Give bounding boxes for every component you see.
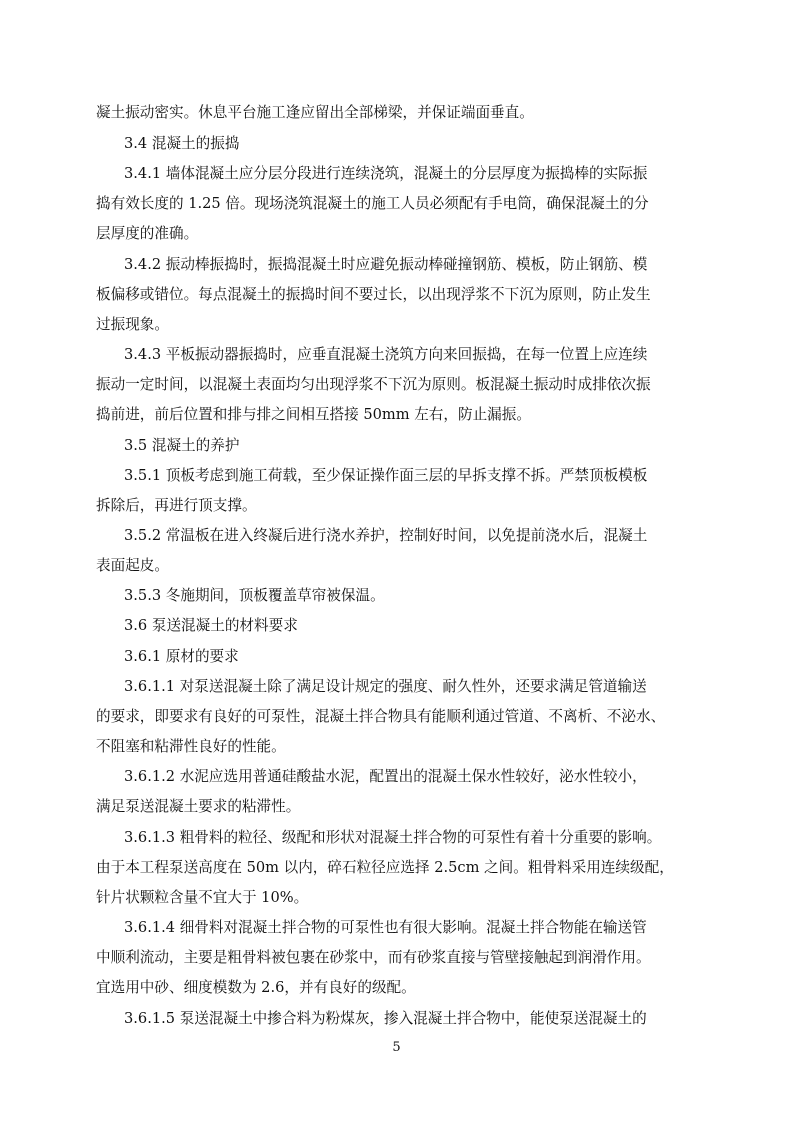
- text-line: 振动一定时间，以混凝土表面均匀出现浮浆不下沉为原则。板混凝土振动时成排依次振: [96, 376, 651, 393]
- text-line: 由于本工程泵送高度在 50m 以内，碎石粒径应选择 2.5cm 之间。粗骨料采用连续级配，: [96, 859, 674, 876]
- text-line: 3.4.2 振动棒振捣时，振捣混凝土时应避免振动棒碰撞钢筋、模板，防止钢筋、模: [124, 256, 648, 273]
- text-line: 3.6.1.1 对泵送混凝土除了满足设计规定的强度、耐久性外，还要求满足管道输送: [124, 678, 647, 695]
- text-line: 满足泵送混凝土要求的粘滞性。: [96, 798, 301, 815]
- text-line: 3.4.3 平板振动器振捣时，应垂直混凝土浇筑方向来回振捣，在每一位置上应连续: [124, 346, 648, 363]
- text-line: 3.5.2 常温板在进入终凝后进行浇水养护，控制好时间，以免提前浇水后，混凝土: [124, 527, 648, 544]
- text-line: 3.6.1.5 泵送混凝土中掺合料为粉煤灰，掺入混凝土拌合物中，能使泵送混凝土的: [124, 1010, 647, 1027]
- text-line: 中顺利流动，主要是粗骨料被包裹在砂浆中，而有砂浆直接与管壁接触起到润滑作用。: [96, 949, 651, 966]
- text-line: 3.6.1.4 细骨料对混凝土拌合物的可泵性也有很大影响。混凝土拌合物能在输送管: [124, 919, 647, 936]
- text-line: 拆除后，再进行顶支撑。: [96, 497, 257, 514]
- text-line: 捣有效长度的 1.25 倍。现场浇筑混凝土的施工人员必须配有手电筒，确保混凝土的分: [96, 195, 649, 212]
- section-heading: 3.6 泵送混凝土的材料要求: [124, 617, 298, 634]
- text-line: 捣前进，前后位置和排与排之间相互搭接 50mm 左右，防止漏振。: [96, 406, 531, 423]
- section-heading: 3.4 混凝土的振捣: [124, 135, 240, 152]
- text-line: 的要求，即要求有良好的可泵性，混凝土拌合物具有能顺利通过管道、不离析、不泌水、: [96, 708, 666, 725]
- text-line: 过振现象。: [96, 316, 169, 333]
- text-line: 不阻塞和粘滞性良好的性能。: [96, 738, 286, 755]
- text-line: 3.5.3 冬施期间，顶板覆盖草帘被保温。: [124, 587, 385, 604]
- page-number: 5: [392, 1040, 401, 1055]
- text-line: 3.6.1.2 水泥应选用普通硅酸盐水泥，配置出的混凝土保水性较好，泌水性较小，: [124, 768, 647, 785]
- text-line: 表面起皮。: [96, 557, 169, 574]
- text-line: 3.5.1 顶板考虑到施工荷载，至少保证操作面三层的早拆支撑不拆。严禁顶板模板: [124, 467, 648, 484]
- text-line: 3.4.1 墙体混凝土应分层分段进行连续浇筑，混凝土的分层厚度为振捣棒的实际振: [124, 165, 648, 182]
- text-line: 针片状颗粒含量不宜大于 10%。: [96, 889, 309, 906]
- text-line: 宜选用中砂、细度模数为 2.6，并有良好的级配。: [96, 979, 416, 996]
- text-line: 板偏移或错位。每点混凝土的振捣时间不要过长，以出现浮浆不下沉为原则，防止发生: [96, 286, 651, 303]
- text-line: 3.6.1.3 粗骨料的粒径、级配和形状对混凝土拌合物的可泵性有着十分重要的影响。: [124, 829, 662, 846]
- text-line: 层厚度的准确。: [96, 225, 199, 242]
- section-heading: 3.5 混凝土的养护: [124, 437, 240, 454]
- section-heading: 3.6.1 原材的要求: [124, 648, 239, 665]
- text-line: 凝土振动密实。休息平台施工逢应留出全部梯梁，并保证端面垂直。: [96, 104, 534, 121]
